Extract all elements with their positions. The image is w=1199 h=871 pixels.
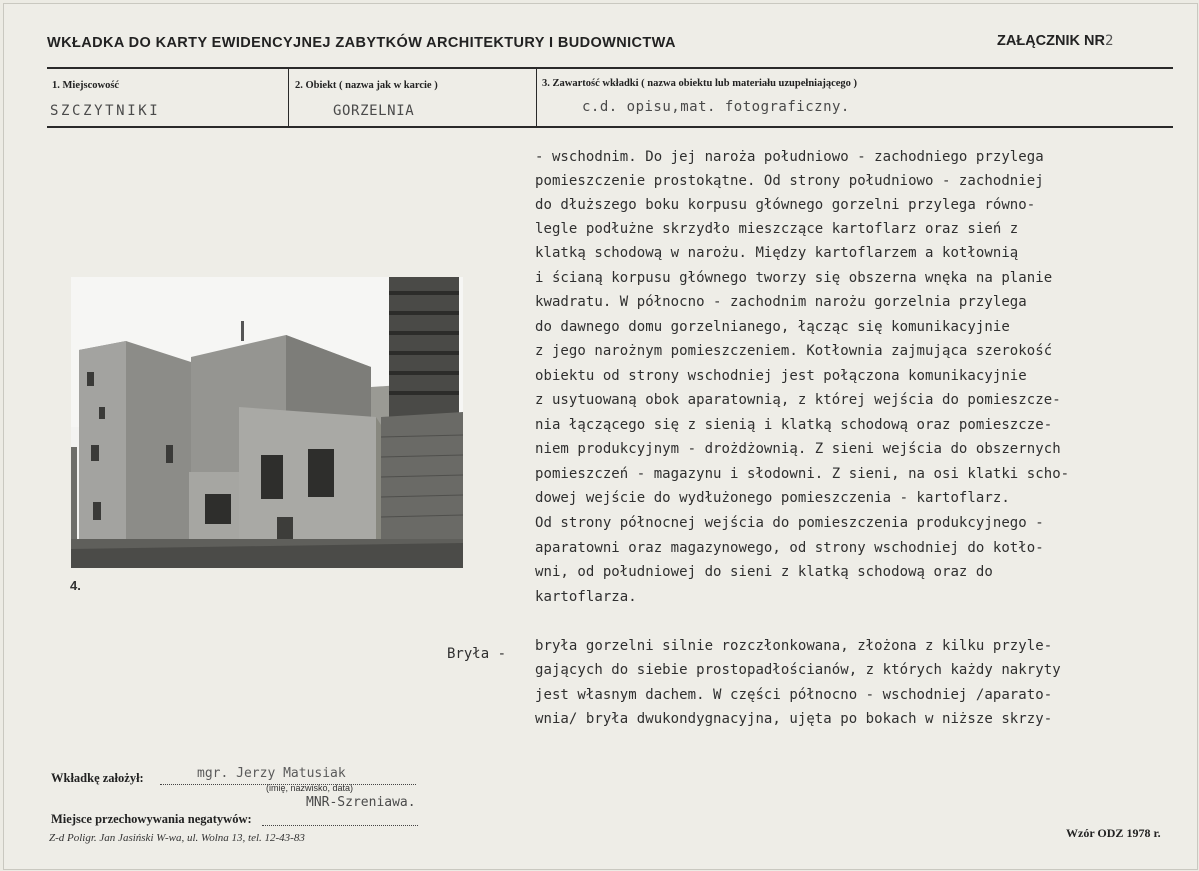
description-line: pomieszczenie prostokątne. Od strony południowo - zachodniej [535,173,1044,189]
description-line: wnia/ bryła dwukondygnacyjna, ujęta po bokach w niższe skrzy- [535,711,1053,727]
building-photo [71,277,463,568]
content-value: c.d. opisu,mat. fotograficzny. [582,99,850,115]
storage-value: MNR-Szreniawa. [306,795,416,810]
description-line: z jego narożnym pomieszczeniem. Kotłownia zajmująca szerokość [535,343,1053,359]
description-line: pomieszczeń - magazynu i słodowni. Z sieni, na osi klatki scho- [535,466,1070,482]
description-line: bryła gorzelni silnie rozczłonkowana, złożona z kilku przyle- [535,638,1053,654]
section-label-bryla: Bryła - [447,646,507,662]
locality-value: SZCZYTNIKI [50,103,161,119]
description-line: niem produkcyjnym - drożdżownią. Z sieni wejścia do obszernych [535,441,1061,457]
description-line: i ścianą korpusu głównego tworzy się obszerna wnęka na planie [535,270,1053,286]
photo-number: 4. [70,578,81,593]
form-id: Wzór ODZ 1978 r. [1066,826,1161,840]
negatives-label: Miejsce przechowywania negatywów: [51,812,252,826]
founder-hint: (imię, nazwisko, data) [266,783,354,793]
description-line: z usytuowaną obok aparatownią, z której wejścia do pomieszcze- [535,392,1061,408]
fields-bottom-rule [47,126,1173,128]
founder-label: Wkładkę założył: [51,771,144,785]
content-label: 3. Zawartość wkładki ( nazwa obiektu lub materiału uzupełniającego ) [542,78,858,89]
object-label: 2. Obiekt ( nazwa jak w karcie ) [295,80,438,91]
top-rule [47,67,1173,69]
founder-value: mgr. Jerzy Matusiak [197,766,346,781]
description-line: kartoflarza. [535,589,637,605]
description-line: kwadratu. W północno - zachodnim narożu gorzelnia przylega [535,294,1027,310]
description-line: gających do siebie prostopadłościanów, z których każdy nakryty [535,662,1061,678]
description-line: - wschodnim. Do jej naroża południowo - zachodniego przylega [535,149,1044,165]
annex-number: 2 [1104,33,1114,49]
printer-imprint: Z-d Poligr. Jan Jasiński W-wa, ul. Wolna 13, tel. 12-43-83 [49,832,305,844]
description-line: Od strony północnej wejścia do pomieszczenia produkcyjnego - [535,515,1044,531]
description-line: dowej wejście do wydłużonego pomieszczenia - kartoflarz. [535,490,1010,506]
object-value: GORZELNIA [333,103,415,119]
field-separator-2 [536,69,537,127]
form-title: WKŁADKA DO KARTY EWIDENCYJNEJ ZABYTKÓW ARCHITEKTURY I BUDOWNICTWA [47,35,676,51]
description-line: do dłuższego boku korpusu głównego gorzelni przylega równo- [535,197,1036,213]
description-line: nia łączącego się z sienią i klatką schodową oraz pomieszcze- [535,417,1053,433]
description-line: obiektu od strony wschodniej jest połączona komunikacyjnie [535,368,1027,384]
description-line: aparatowni oraz magazynowego, od strony wschodniej do kotło- [535,540,1044,556]
description-line: klatką schodową w narożu. Między kartoflarzem a kotłownią [535,245,1019,261]
annex-label [997,33,1113,49]
annex-label-text: ZAŁĄCZNIK NR [997,33,1105,49]
description-line: do dawnego domu gorzelnianego, łącząc się komunikacyjnie [535,319,1010,335]
description-line: jest własnym dachem. W części północno - wschodniej /aparato- [535,687,1053,703]
locality-label: 1. Miejscowość [52,80,120,91]
negatives-dotted-line [262,813,418,826]
field-separator-1 [288,69,289,127]
description-line: legle podłużne skrzydło mieszczące kartoflarz oraz sień z [535,221,1019,237]
description-line: wni, od południowej do sieni z klatką schodową oraz do [535,564,993,580]
